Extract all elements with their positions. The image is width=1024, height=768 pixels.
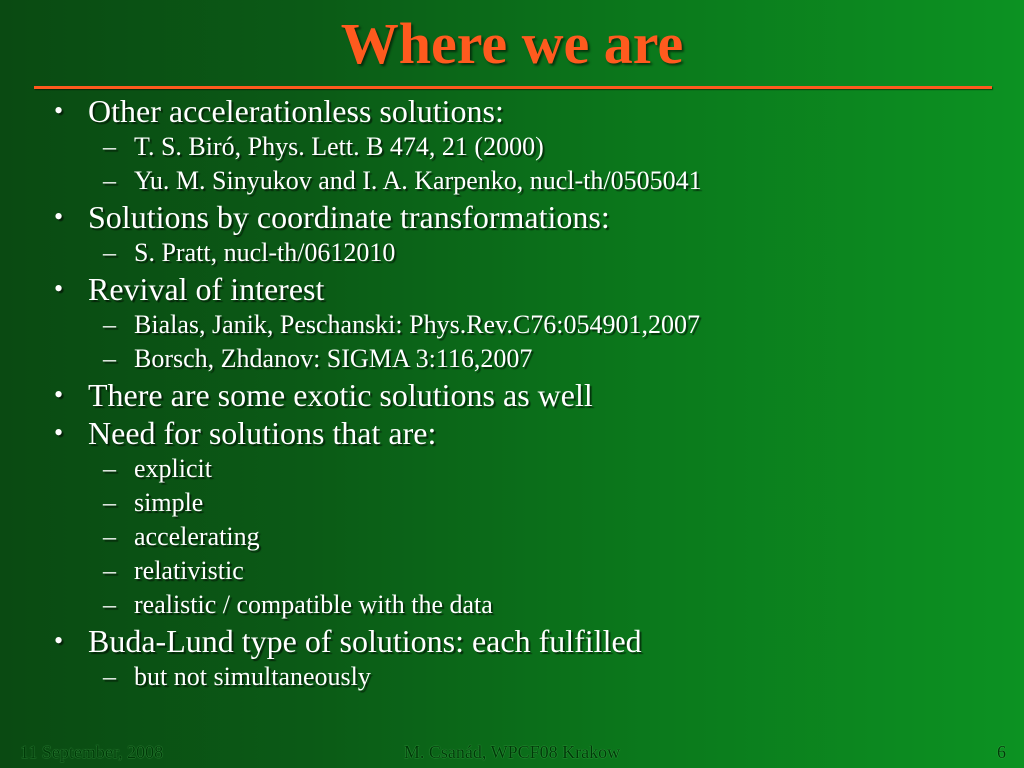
slide-title: Where we are <box>340 11 684 76</box>
bullet-text: Need for solutions that are: <box>88 415 437 451</box>
sub-bullet-text: Yu. M. Sinyukov and I. A. Karpenko, nucl-th/0505041 <box>134 166 702 195</box>
sub-bullet-text: explicit <box>134 454 212 483</box>
bullet-icon: • <box>54 274 64 303</box>
bullet-icon: • <box>54 380 64 409</box>
bullet-item <box>0 376 1024 414</box>
bullet-text: Solutions by coordinate transformations: <box>88 199 610 235</box>
sub-bullet-text: simple <box>134 488 204 517</box>
bullet-item <box>0 92 1024 130</box>
bullet-icon: • <box>54 626 64 655</box>
title-underline <box>34 86 992 89</box>
bullet-icon: • <box>54 202 64 231</box>
sub-bullet-item <box>0 308 1024 342</box>
dash-icon: – <box>103 488 116 517</box>
sub-bullet-item <box>0 130 1024 164</box>
bullet-text: Revival of interest <box>88 271 325 307</box>
sub-bullet-text: relativistic <box>134 556 244 585</box>
sub-bullet-item <box>0 588 1024 622</box>
sub-bullet-text: Borsch, Zhdanov: SIGMA 3:116,2007 <box>134 344 533 373</box>
dash-icon: – <box>103 556 116 585</box>
dash-icon: – <box>103 522 116 551</box>
dash-icon: – <box>103 590 116 619</box>
sub-bullet-item <box>0 520 1024 554</box>
dash-icon: – <box>103 454 116 483</box>
footer-date: 11 September, 2008 <box>20 742 164 762</box>
page-number: 6 <box>997 742 1006 762</box>
sub-bullet-text: S. Pratt, nucl-th/0612010 <box>134 238 396 267</box>
bullet-item <box>0 270 1024 308</box>
dash-icon: – <box>103 310 116 339</box>
bullet-item <box>0 622 1024 660</box>
bullet-list <box>0 92 1024 694</box>
dash-icon: – <box>103 344 116 373</box>
sub-bullet-text: T. S. Biró, Phys. Lett. B 474, 21 (2000) <box>134 132 544 161</box>
sub-bullet-item <box>0 164 1024 198</box>
slide-footer <box>0 742 1024 768</box>
sub-bullet-text: accelerating <box>134 522 260 551</box>
bullet-item <box>0 414 1024 452</box>
bullet-text: There are some exotic solutions as well <box>88 377 593 413</box>
bullet-icon: • <box>54 96 64 125</box>
bullet-item <box>0 198 1024 236</box>
dash-icon: – <box>103 662 116 691</box>
sub-bullet-item <box>0 660 1024 694</box>
sub-bullet-text: but not simultaneously <box>134 662 371 691</box>
bullet-text: Other accelerationless solutions: <box>88 93 504 129</box>
sub-bullet-item <box>0 342 1024 376</box>
bullet-icon: • <box>54 418 64 447</box>
dash-icon: – <box>103 238 116 267</box>
bullet-text: Buda-Lund type of solutions: each fulfilled <box>88 623 642 659</box>
dash-icon: – <box>103 166 116 195</box>
sub-bullet-item <box>0 554 1024 588</box>
sub-bullet-item <box>0 236 1024 270</box>
dash-icon: – <box>103 132 116 161</box>
footer-author: M. Csanád, WPCF08 Krakow <box>403 742 621 762</box>
sub-bullet-item <box>0 486 1024 520</box>
sub-bullet-item <box>0 452 1024 486</box>
sub-bullet-text: realistic / compatible with the data <box>134 590 493 619</box>
sub-bullet-text: Bialas, Janik, Peschanski: Phys.Rev.C76:054901,2007 <box>134 310 700 339</box>
